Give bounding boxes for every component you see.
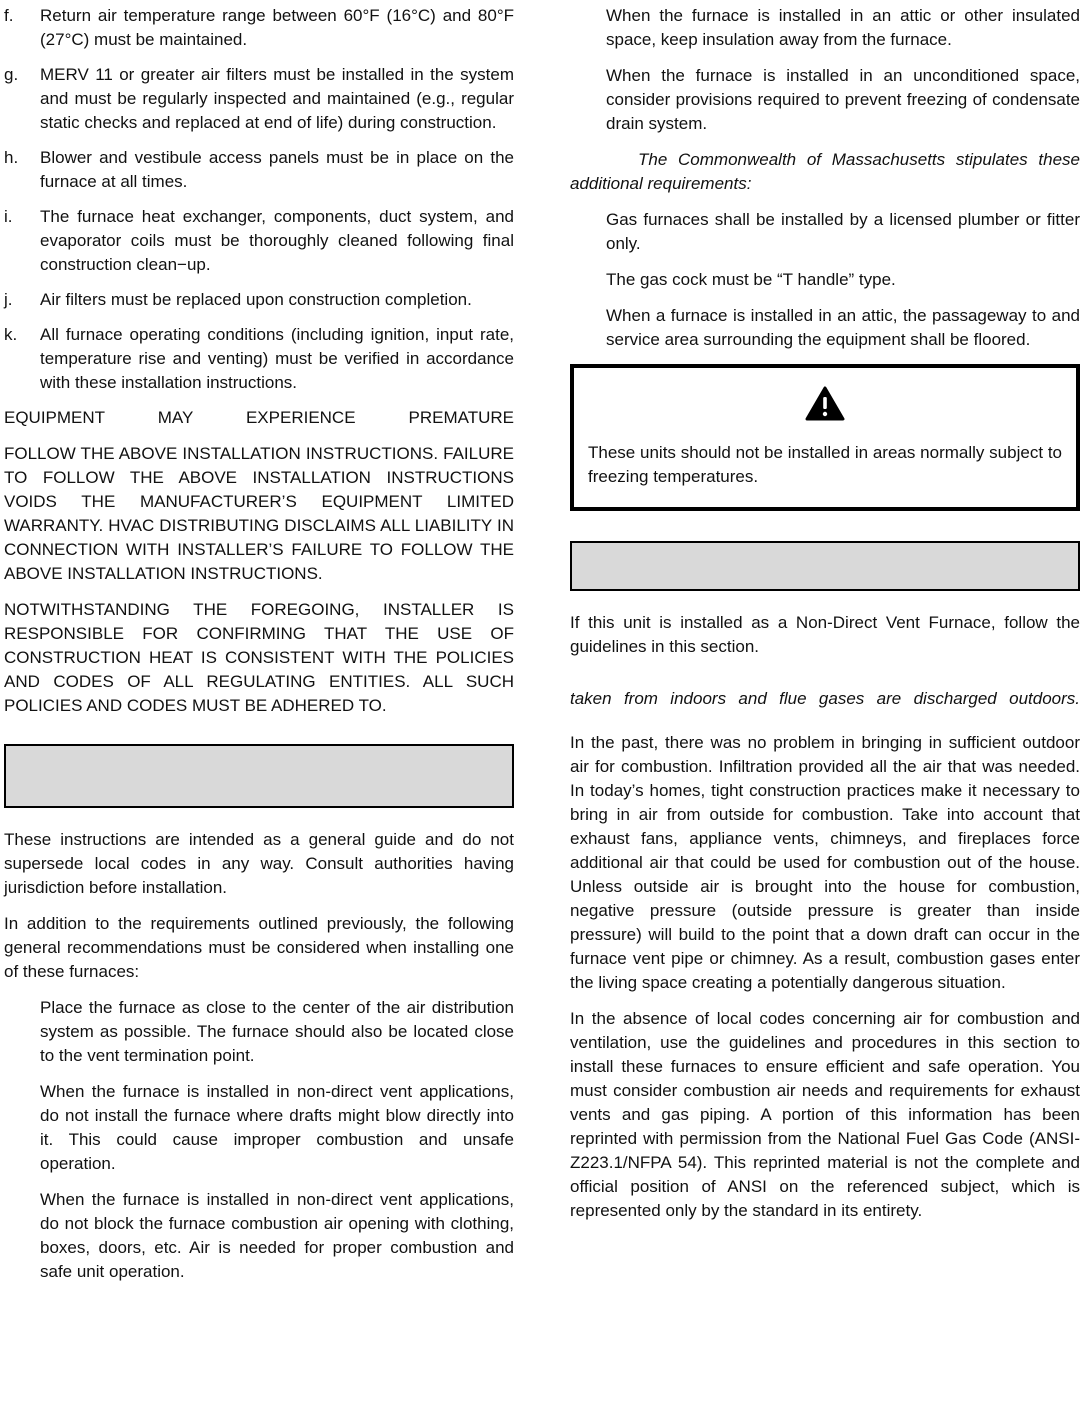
warning-triangle-icon [588,386,1062,429]
recommendation-item: When the furnace is installed in an unconditioned space, consider provisions required to prevent freezing of condensate drain system. [606,66,1080,133]
paragraph-follow-instructions: FOLLOW THE ABOVE INSTALLATION INSTRUCTIONS. FAILURE TO FOLLOW THE ABOVE INSTALLATION INSTRUCTIONS VOIDS THE MANUFACTURER’S EQUIPMENT LIMITED WARRANTY. HVAC DISTRIBUTING DISCLAIMS ALL LIABILITY IN CONNECTION WITH INSTALLER’S FAILURE TO FOLLOW THE ABOVE INSTALLATION INSTRUCTIONS. [4,444,514,583]
section-header-bar [4,744,514,808]
paragraph-nondirect-vent: If this unit is installed as a Non-Direct Vent Furnace, follow the guidelines in this section. [570,613,1080,656]
list-item [4,4,514,52]
list-item-text: Air filters must be replaced upon construction completion. [40,290,472,309]
list-item-text: Blower and vestibule access panels must be in place on the furnace at all times. [40,148,514,191]
paragraph-notwithstanding: NOTWITHSTANDING THE FOREGOING, INSTALLER IS RESPONSIBLE FOR CONFIRMING THAT THE USE OF CONSTRUCTION HEAT IS CONSISTENT WITH THE POLICIES AND CODES OF ALL REGULATING ENTITIES. ALL SUCH POLICIES AND CODES MUST BE ADHERED TO. [4,600,514,715]
list-item-marker: j. [4,290,13,309]
paragraph-massachusetts: The Commonwealth of Massachusetts stipulates these additional requirements: [570,150,1080,193]
list-item-text: The furnace heat exchanger, components, duct system, and evaporator coils must be thoroughly cleaned following final construction clean−up. [40,207,514,274]
recommendation-item: When the furnace is installed in non-direct vent applications, do not install the furnace where drafts might blow directly into it. This could cause improper combustion and unsafe operation. [40,1082,514,1173]
list-item-text: MERV 11 or greater air filters must be installed in the system and must be regularly inspected and maintained (e.g., regular static checks and replaced at end of life) during construction. [40,65,514,132]
list-item-marker: i. [4,207,13,226]
requirement-item: Gas furnaces shall be installed by a licensed plumber or fitter only. [606,210,1080,253]
paragraph-in-the-past: In the past, there was no problem in bringing in sufficient outdoor air for combustion. Infiltration provided all the air that was needed. In today’s homes, tight construction practices make it necessary to bring in air from outside for combustion. Take into account that exhaust fans, appliance vents, chimneys, and fireplaces force additional air that could be used for combustion out of the house. Unless outside air is brought into the house for combustion, negative pressure (outside pressure is greater than inside pressure) will build to the point that a down draft can occur in the furnace vent pipe or chimney. As a result, combustion gases enter the living space creating a potentially dangerous situation. [570,733,1080,992]
left-column [4,4,514,1296]
paragraph-absence-local-codes: In the absence of local codes concerning air for combustion and ventilation, use the guidelines and procedures in this section to install these furnaces to ensure efficient and safe operation. You must consider combustion air needs and requirements for exhaust vents and gas piping. A portion of this information has been reprinted with permission from the National Fuel Gas Code (ANSI-Z223.1/NFPA 54). This reprinted material is not the complete and official position of ANSI on the referenced subject, which is represented only by the standard in its entirety. [570,1009,1080,1220]
warning-text: These units should not be installed in areas normally subject to freezing temperatures. [588,443,1062,486]
list-item-text: Return air temperature range between 60°F (16°C) and 80°F (27°C) must be maintained. [40,6,514,49]
list-item-marker: f. [4,6,14,25]
warning-box [570,364,1080,511]
list-item-marker: g. [4,65,19,84]
right-column [570,4,1080,1296]
paragraph-in-addition: In addition to the requirements outlined previously, the following general recommendations must be considered when installing one of these furnaces: [4,914,514,981]
list-item [4,146,514,194]
requirement-item: The gas cock must be “T handle” type. [606,270,896,289]
paragraph-taken-indoors: taken from indoors and flue gases are discharged outdoors. [570,689,1080,708]
list-item [4,288,514,312]
list-item-text: All furnace operating conditions (including ignition, input rate, temperature rise and venting) must be verified in accordance with these installation instructions. [40,325,514,392]
list-item-marker: h. [4,148,19,167]
list-item [4,205,514,277]
requirement-item: When a furnace is installed in an attic, the passageway to and service area surrounding the equipment shall be floored. [606,306,1080,349]
list-item [4,323,514,395]
list-item [4,63,514,135]
recommendation-item: Place the furnace as close to the center of the air distribution system as possible. The furnace should also be located close to the vent termination point. [40,998,514,1065]
list-item-marker: k. [4,325,18,344]
recommendation-item: When the furnace is installed in an attic or other insulated space, keep insulation away from the furnace. [606,6,1080,49]
recommendation-item: When the furnace is installed in non-direct vent applications, do not block the furnace combustion air opening with clothing, boxes, doors, etc. Air is needed for proper combustion and safe unit operation. [40,1190,514,1281]
paragraph-equipment-premature: EQUIPMENT MAY EXPERIENCE PREMATURE [4,408,514,427]
section-header-bar [570,541,1080,591]
paragraph-general-guide: These instructions are intended as a general guide and do not supersede local codes in any way. Consult authorities having jurisdiction before installation. [4,830,514,897]
